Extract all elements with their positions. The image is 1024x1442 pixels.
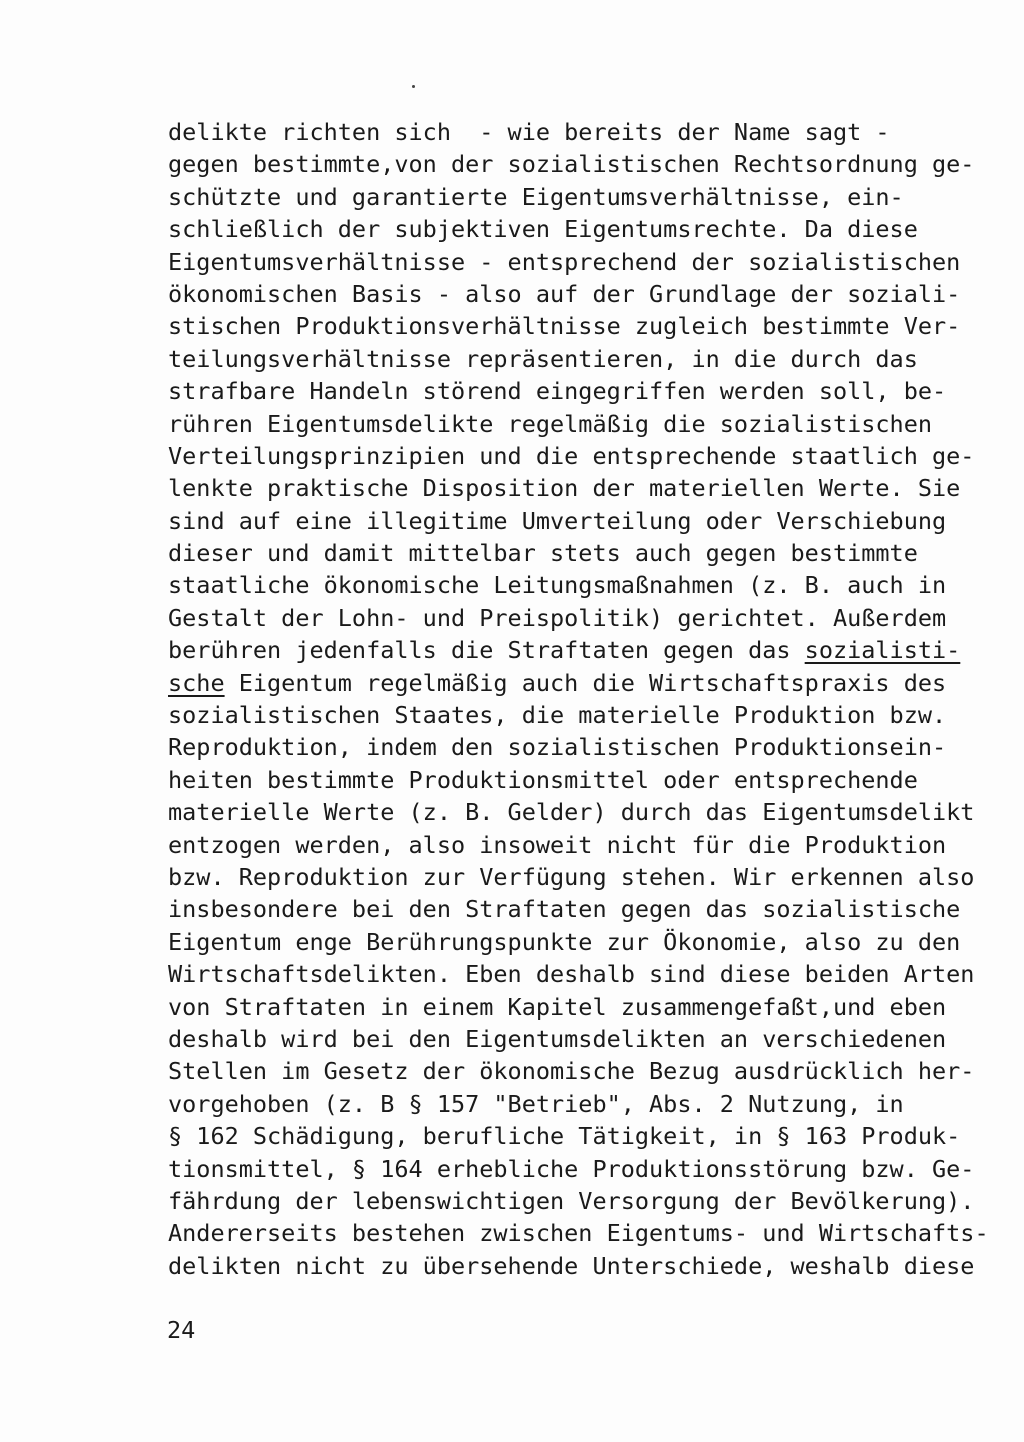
text-line: dieser und damit mittelbar stets auch gegen bestimmte [168, 539, 918, 568]
text-line: § 162 Schädigung, berufliche Tätigkeit, in § 163 Produk- [168, 1122, 961, 1151]
text-line: teilungsverhältnisse repräsentieren, in die durch das [168, 344, 918, 373]
text-line: vorgehoben (z. B § 157 "Betrieb", Abs. 2 Nutzung, in [168, 1089, 904, 1118]
text-segment: berühren jedenfalls die Straftaten gegen das [168, 636, 805, 665]
text-line: staatliche ökonomische Leitungsmaßnahmen (z. B. auch in [168, 571, 947, 600]
text-line: stischen Produktionsverhältnisse zugleich bestimmte Ver- [168, 312, 961, 341]
body-text [168, 116, 989, 1282]
text-line: strafbare Handeln störend eingegriffen werden soll, be- [168, 377, 947, 406]
underlined-text: sozialisti- [804, 636, 961, 665]
text-line: materielle Werte (z. B. Gelder) durch das Eigentumsdelikt [168, 798, 975, 827]
text-line: Gestalt der Lohn- und Preispolitik) gerichtet. Außerdem [168, 603, 947, 632]
underlined-text: sche [168, 668, 225, 697]
text-line: delikte richten sich - wie bereits der Name sagt - [168, 118, 890, 146]
text-line: Wirtschaftsdelikten. Eben deshalb sind diese beiden Arten [168, 960, 975, 989]
text-line [168, 667, 948, 699]
text-line: schützte und garantierte Eigentumsverhältnisse, ein- [168, 182, 904, 211]
text-line: tionsmittel, § 164 erhebliche Produktionsstörung bzw. Ge- [168, 1154, 975, 1183]
text-line: rühren Eigentumsdelikte regelmäßig die sozialistischen [168, 409, 933, 438]
text-line: ökonomischen Basis - also auf der Grundlage der soziali- [168, 279, 961, 308]
text-line: lenkte praktische Disposition der materiellen Werte. Sie [168, 474, 961, 503]
text-line: deshalb wird bei den Eigentumsdelikten an verschiedenen [168, 1024, 947, 1053]
scan-speck [412, 85, 415, 88]
text-line: heiten bestimmte Produktionsmittel oder entsprechende [168, 765, 918, 794]
text-line: Stellen im Gesetz der ökonomische Bezug ausdrücklich her- [168, 1057, 975, 1086]
text-line: Eigentumsverhältnisse - entsprechend der sozialistischen [168, 247, 961, 276]
text-line: von Straftaten in einem Kapitel zusammengefaßt,und eben [168, 992, 947, 1021]
text-line: bzw. Reproduktion zur Verfügung stehen. Wir erkennen also [168, 862, 975, 891]
text-line [168, 634, 961, 666]
page-number: 24 [167, 1316, 196, 1344]
text-line: sind auf eine illegitime Umverteilung oder Verschiebung [168, 506, 947, 535]
text-segment: Eigentum regelmäßig auch die Wirtschaftspraxis des [224, 668, 947, 697]
text-line: Eigentum enge Berührungspunkte zur Ökonomie, also zu den [168, 927, 961, 956]
text-line: sozialistischen Staates, die materielle Produktion bzw. [168, 701, 947, 730]
text-line: gegen bestimmte,von der sozialistischen Rechtsordnung ge- [168, 150, 975, 179]
text-line: schließlich der subjektiven Eigentumsrechte. Da diese [168, 215, 918, 244]
text-line: fährdung der lebenswichtigen Versorgung der Bevölkerung). [168, 1186, 975, 1215]
text-line: delikten nicht zu übersehende Unterschiede, weshalb diese [168, 1251, 975, 1280]
text-line: Verteilungsprinzipien und die entsprechende staatlich ge- [168, 441, 975, 470]
text-line: Reproduktion, indem den sozialistischen Produktionsein- [168, 733, 947, 762]
text-line: insbesondere bei den Straftaten gegen das sozialistische [168, 895, 961, 924]
text-line: Andererseits bestehen zwischen Eigentums- und Wirtschafts- [168, 1219, 989, 1248]
text-line: entzogen werden, also insoweit nicht für die Produktion [168, 830, 947, 859]
